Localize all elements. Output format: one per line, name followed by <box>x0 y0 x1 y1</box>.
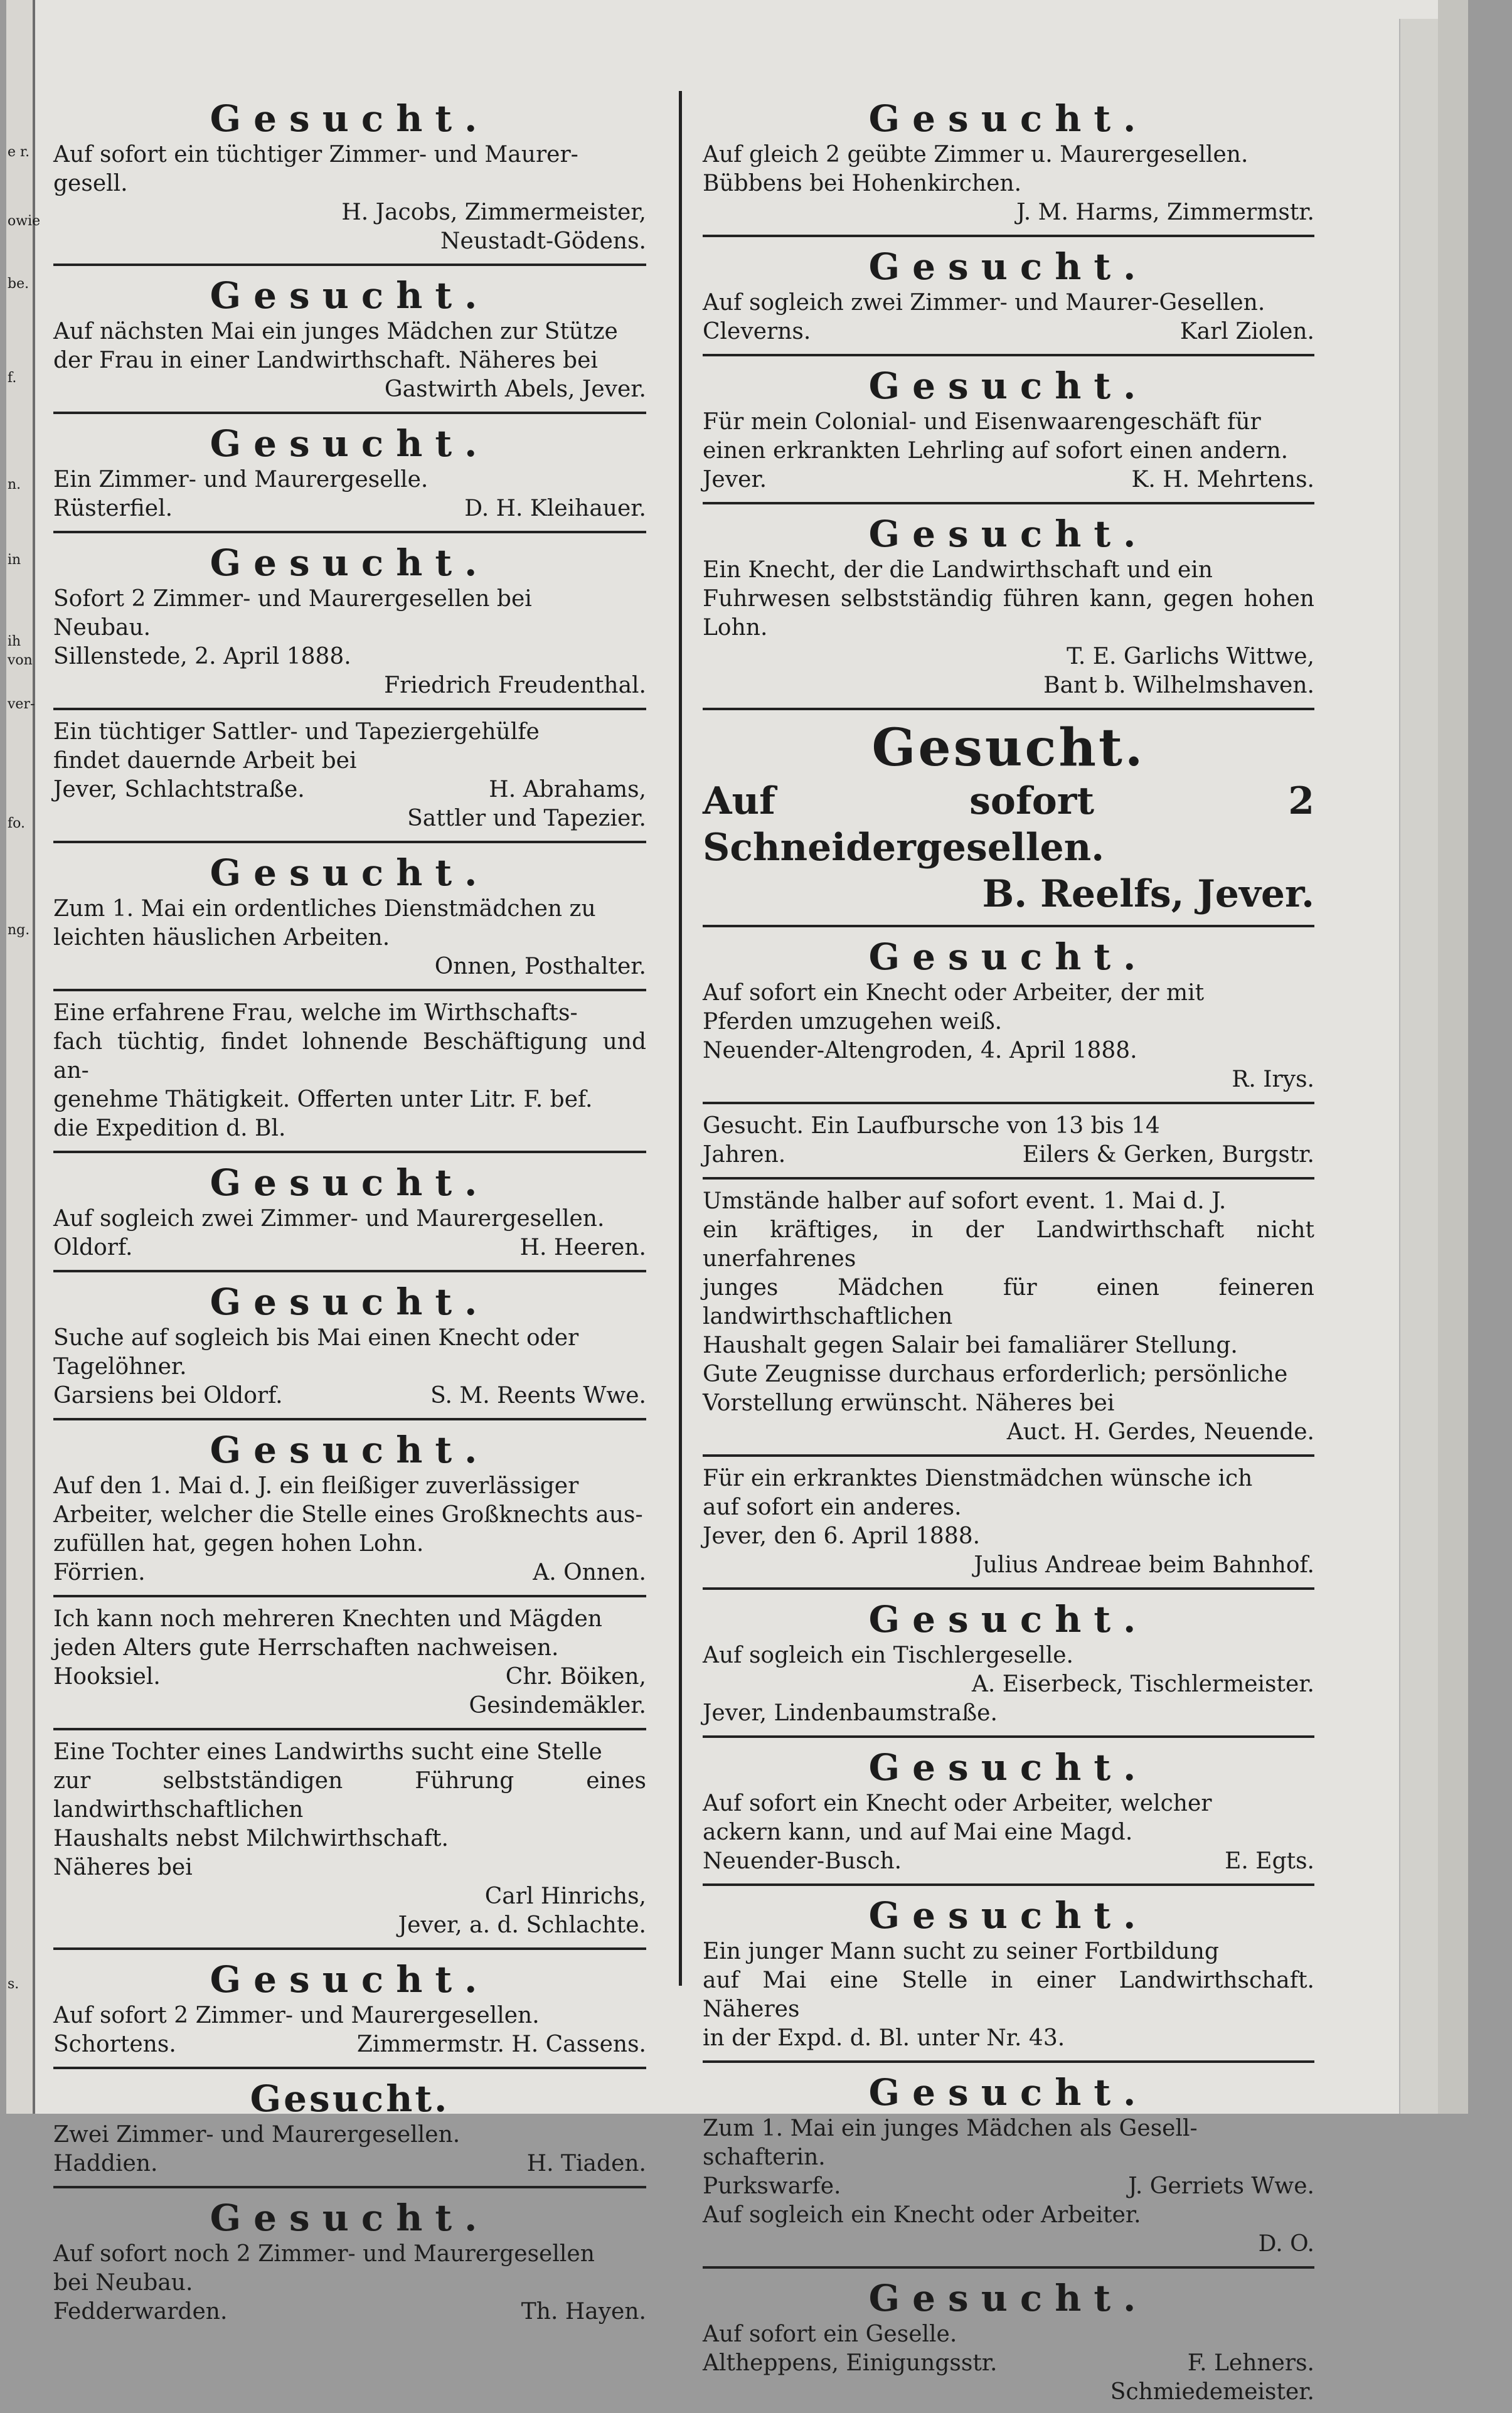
strip-fragment: owie <box>8 213 41 229</box>
ad-text-line: Suche auf sogleich bis Mai einen Knecht oder <box>53 1325 579 1351</box>
ad-text-line: Fuhrwesen selbstständig führen kann, gegen hohen Lohn. <box>703 586 1314 641</box>
ad-advertiser: F. Lehners. <box>1187 2350 1314 2376</box>
ad-text-line: Vorstellung erwünscht. Näheres bei <box>703 1390 1115 1416</box>
ad-separator <box>53 1947 646 1950</box>
ad-signature-row <box>53 1233 646 1262</box>
ad-text-line: Ein Zimmer- und Maurergeselle. <box>53 467 429 493</box>
classified-ad <box>703 2068 1314 2265</box>
ad-signature: Jever, a. d. Schlachte. <box>398 1912 646 1938</box>
ad-heading: Gesucht. <box>868 97 1149 140</box>
classified-ad <box>53 1425 646 1594</box>
ad-signature-row <box>53 775 646 804</box>
classified-ad <box>703 1891 1314 2059</box>
ad-location: Rüsterfiel. <box>53 496 173 521</box>
column-divider <box>679 91 682 1986</box>
ad-heading: Gesucht. <box>210 422 490 465</box>
ad-separator <box>703 1102 1314 1104</box>
ad-location: Fedderwarden. <box>53 2299 228 2325</box>
ad-separator <box>703 708 1314 710</box>
classified-ad <box>53 715 646 839</box>
ad-text-line: zufüllen hat, gegen hohen Lohn. <box>53 1531 424 1557</box>
ad-heading: Gesucht. <box>868 513 1149 555</box>
ad-text-line: Auf sofort ein tüchtiger Zimmer- und Maurer- <box>53 142 578 168</box>
classified-ad <box>703 361 1314 501</box>
ad-advertiser: Chr. Böiken, <box>505 1664 646 1690</box>
ad-signature-row <box>703 1847 1314 1876</box>
ad-text-line: Auf sofort ein Knecht oder Arbeiter, welcher <box>703 1791 1212 1816</box>
ad-advertiser: Zimmermstr. H. Cassens. <box>356 2032 646 2057</box>
ad-advertiser: H. Tiaden. <box>526 2151 646 2176</box>
ad-signature: Gastwirth Abels, Jever. <box>384 376 646 402</box>
ad-text-line: Für ein erkranktes Dienstmädchen wünsche ich <box>703 1466 1253 1491</box>
ad-separator <box>53 412 646 414</box>
ad-text-line: Arbeiter, welcher die Stelle eines Großknechts aus- <box>53 1502 643 1528</box>
ad-advertiser: Karl Ziolen. <box>1179 319 1314 344</box>
ad-text-line: Näheres bei <box>53 1855 193 1880</box>
ad-signature: Bant b. Wilhelmshaven. <box>1043 673 1314 698</box>
ad-advertiser: H. Heeren. <box>519 1235 646 1260</box>
classified-ad <box>53 538 646 706</box>
ad-text-line: Neubau. <box>53 615 151 641</box>
ad-signature: H. Jacobs, Zimmermeister, <box>341 200 646 225</box>
ad-text-line: Haushalts nebst Milchwirthschaft. <box>53 1826 449 1851</box>
ad-location: Altheppens, Einigungsstr. <box>703 2350 998 2376</box>
ad-text-line: Auf sogleich zwei Zimmer- und Maurergesellen. <box>53 1206 605 1232</box>
page-edge-outer <box>1438 0 1468 2114</box>
classified-ad <box>53 2193 646 2333</box>
ad-location: Garsiens bei Oldorf. <box>53 1383 283 1409</box>
ad-text-line: Auf sogleich zwei Zimmer- und Maurer-Gesellen. <box>703 290 1265 316</box>
ad-signature-row <box>53 1558 646 1587</box>
newspaper-page <box>6 0 1468 2405</box>
classified-ad <box>703 715 1314 924</box>
classified-ad <box>703 94 1314 233</box>
ad-text-line: findet dauernde Arbeit bei <box>53 748 357 774</box>
ad-heading: Gesucht. <box>210 2197 490 2239</box>
ad-text-line: Gesucht. Ein Laufbursche von 13 bis 14 <box>703 1113 1160 1139</box>
ad-advertiser: J. Gerriets Wwe. <box>1128 2173 1314 2199</box>
ad-separator <box>53 1270 646 1272</box>
ad-text-line: junges Mädchen für einen feineren landwirthschaftlichen <box>703 1275 1314 1329</box>
strip-fragment: ng. <box>8 922 30 938</box>
ad-text-line: Neuender-Altengroden, 4. April 1888. <box>703 1038 1137 1063</box>
ad-text-line: Sofort 2 Zimmer- und Maurergesellen bei <box>53 586 532 612</box>
ad-separator <box>53 2067 646 2069</box>
classified-ad <box>703 2274 1314 2413</box>
adjacent-page-strip <box>6 0 41 2114</box>
strip-fragment: s. <box>8 1976 19 1992</box>
classified-ad <box>53 1277 646 1417</box>
ad-text-line: Jever, den 6. April 1888. <box>703 1523 981 1549</box>
strip-fragment: ver- <box>8 696 35 712</box>
ad-location: Neuender-Busch. <box>703 1848 902 1874</box>
ad-signature-row <box>53 1663 646 1691</box>
ad-separator <box>53 1595 646 1597</box>
ad-heading: Gesucht. <box>868 245 1149 288</box>
ad-text-line: einen erkrankten Lehrling auf sofort einen andern. <box>703 438 1289 464</box>
ad-text-line: Auf sofort 2 Schneidergesellen. <box>703 779 1314 870</box>
ad-text-line: Auf sofort ein Geselle. <box>703 2321 957 2347</box>
ad-separator <box>703 1883 1314 1886</box>
ad-text-line: Tagelöhner. <box>53 1354 187 1380</box>
ad-text-line: Ein tüchtiger Sattler- und Tapeziergehülfe <box>53 719 540 745</box>
ad-advertiser: D. H. Kleihauer. <box>464 496 646 521</box>
classified-ad <box>53 2074 646 2185</box>
ad-heading: Gesucht. <box>210 851 490 894</box>
classified-ad <box>703 932 1314 1100</box>
ad-text-line: Auf sofort ein Knecht oder Arbeiter, der mit <box>703 980 1205 1006</box>
ad-text-line: genehme Thätigkeit. Offerten unter Litr. F. bef. <box>53 1087 593 1112</box>
ad-heading: Gesucht. <box>210 97 490 140</box>
ad-location: Jahren. <box>703 1142 786 1168</box>
ad-separator <box>703 2060 1314 2063</box>
ad-advertiser: K. H. Mehrtens. <box>1131 467 1314 493</box>
strip-fragment: n. <box>8 477 21 493</box>
classified-ad <box>703 1109 1314 1176</box>
ad-separator <box>53 1728 646 1730</box>
ad-text-line: Auf nächsten Mai ein junges Mädchen zur Stütze <box>53 319 618 344</box>
ad-heading: Gesucht. <box>210 1429 490 1471</box>
page-edge <box>1399 19 1439 2114</box>
ad-text-line: in der Expd. d. Bl. unter Nr. 43. <box>703 2025 1065 2051</box>
ad-text-line: Zum 1. Mai ein junges Mädchen als Gesell- <box>703 2116 1198 2141</box>
ad-signature: Friedrich Freudenthal. <box>384 673 646 698</box>
ad-text-line: auf sofort ein anderes. <box>703 1494 962 1520</box>
ad-signature: Gesindemäkler. <box>469 1693 646 1718</box>
ad-signature: Onnen, Posthalter. <box>434 954 646 979</box>
ad-text-line: jeden Alters gute Herrschaften nachweisen. <box>53 1635 559 1661</box>
ad-signature-row <box>53 494 646 523</box>
classified-ad <box>53 1735 646 1946</box>
ad-separator <box>703 502 1314 504</box>
ad-text-line: Ein Knecht, der die Landwirthschaft und ein <box>703 557 1213 583</box>
strip-fragment: von <box>8 653 33 668</box>
ad-text-line: Auf den 1. Mai d. J. ein fleißiger zuverlässiger <box>53 1473 579 1499</box>
classified-ad <box>53 1602 646 1727</box>
ad-heading: Gesucht. <box>868 2277 1149 2320</box>
ad-text-line: Bübbens bei Hohenkirchen. <box>703 171 1022 196</box>
ad-signature: T. E. Garlichs Wittwe, <box>1067 644 1314 669</box>
ad-separator <box>703 925 1314 927</box>
classified-ad <box>703 509 1314 706</box>
ad-heading: Gesucht. <box>250 2077 450 2120</box>
ad-location: Jever. <box>703 467 767 493</box>
classified-ad <box>703 242 1314 353</box>
ad-signature-row <box>53 2298 646 2326</box>
ad-signature: Auct. H. Gerdes, Neuende. <box>1006 1419 1314 1445</box>
ad-text-line: gesell. <box>53 171 128 196</box>
ad-signature-row <box>53 2030 646 2059</box>
ad-separator <box>703 1177 1314 1180</box>
ad-separator <box>703 354 1314 356</box>
ad-text-line: Gute Zeugnisse durchaus erforderlich; persönliche <box>703 1361 1288 1387</box>
ad-signature: D. O. <box>1258 2231 1314 2257</box>
ad-separator <box>53 264 646 266</box>
ad-advertiser: Th. Hayen. <box>521 2299 646 2325</box>
ad-text-line: zur selbstständigen Führung eines landwirthschaftlichen <box>53 1768 646 1823</box>
ad-signature: J. M. Harms, Zimmermstr. <box>1016 200 1314 225</box>
ad-text-line: leichten häuslichen Arbeiten. <box>53 925 390 951</box>
ad-heading: Gesucht. <box>210 1161 490 1204</box>
ad-text-line: fach tüchtig, findet lohnende Beschäftigung und an- <box>53 1029 646 1084</box>
classified-ad <box>53 1955 646 2065</box>
ad-signature: Julius Andreae beim Bahnhof. <box>974 1552 1314 1578</box>
ad-text-line: auf Mai eine Stelle in einer Landwirthschaft. Näheres <box>703 1968 1314 2022</box>
ad-location: Haddien. <box>53 2151 158 2176</box>
ad-signature-row <box>703 2349 1314 2378</box>
classified-ad <box>703 1743 1314 1882</box>
ad-separator <box>53 2186 646 2188</box>
strip-fragment: in <box>8 552 21 568</box>
ad-text-line: Eine erfahrene Frau, welche im Wirthschafts- <box>53 1000 578 1026</box>
ad-location: Förrien. <box>53 1560 146 1585</box>
ad-heading: Gesucht. <box>210 1958 490 2001</box>
ad-advertiser: Eilers & Gerken, Burgstr. <box>1022 1142 1314 1168</box>
ad-signature: Schmiedemeister. <box>1110 2379 1314 2405</box>
left-column <box>53 94 646 2333</box>
ad-text-line: Auf sofort noch 2 Zimmer- und Maurergesellen <box>53 2241 595 2267</box>
classified-ad <box>53 271 646 410</box>
classified-ad <box>703 1462 1314 1586</box>
ad-heading: Gesucht. <box>210 1281 490 1323</box>
ad-advertiser: S. M. Reents Wwe. <box>430 1383 646 1409</box>
ad-signature: Jever, Lindenbaumstraße. <box>703 1700 998 1726</box>
ad-separator <box>53 531 646 533</box>
ad-text-line: Pferden umzugehen weiß. <box>703 1009 1003 1035</box>
ad-text-line: Ich kann noch mehreren Knechten und Mägden <box>53 1606 602 1632</box>
ad-location: Cleverns. <box>703 319 811 344</box>
ad-heading: Gesucht. <box>868 1598 1149 1641</box>
ad-text-line: Auf sofort 2 Zimmer- und Maurergesellen. <box>53 2003 540 2028</box>
ad-text-line: ein kräftiges, in der Landwirthschaft nicht unerfahrenes <box>703 1217 1314 1272</box>
ad-text-line: Zum 1. Mai ein ordentliches Dienstmädchen zu <box>53 896 596 922</box>
ad-separator <box>703 1587 1314 1590</box>
ad-text-line: schafterin. <box>703 2144 826 2170</box>
ad-signature-row <box>703 1141 1314 1169</box>
ad-signature: B. Reelfs, Jever. <box>982 872 1314 916</box>
ad-text-line: Zwei Zimmer- und Maurergesellen. <box>53 2122 461 2148</box>
ad-location: Hooksiel. <box>53 1664 161 1690</box>
ad-signature-row <box>53 1382 646 1410</box>
strip-fragment: fo. <box>8 816 25 831</box>
ad-separator <box>703 1735 1314 1738</box>
ad-separator <box>53 989 646 991</box>
classified-ad <box>53 419 646 530</box>
classified-ad <box>53 1158 646 1269</box>
ad-advertiser: E. Egts. <box>1225 1848 1314 1874</box>
ad-heading: Gesucht. <box>871 718 1146 778</box>
ad-location: Oldorf. <box>53 1235 133 1260</box>
ad-separator <box>703 235 1314 237</box>
ad-heading: Gesucht. <box>210 541 490 584</box>
ad-location: Schortens. <box>53 2032 176 2057</box>
ad-text-line: die Expedition d. Bl. <box>53 1116 286 1141</box>
ad-location: Purkswarfe. <box>703 2173 841 2199</box>
ad-heading: Gesucht. <box>868 935 1149 978</box>
strip-fragment: e r. <box>8 144 30 160</box>
ad-heading: Gesucht. <box>868 1746 1149 1789</box>
ad-heading: Gesucht. <box>868 1894 1149 1937</box>
ad-separator <box>53 708 646 710</box>
classified-ad <box>703 1185 1314 1453</box>
ad-text-line: der Frau in einer Landwirthschaft. Näheres bei <box>53 348 598 373</box>
ad-signature-row <box>53 2149 646 2178</box>
ad-signature: R. Irys. <box>1232 1067 1314 1092</box>
strip-fragment: f. <box>8 370 17 386</box>
ad-text-line: Auf gleich 2 geübte Zimmer u. Maurergesellen. <box>703 142 1248 168</box>
ad-signature: Sattler und Tapezier. <box>407 806 646 831</box>
ad-text-line: ackern kann, und auf Mai eine Magd. <box>703 1819 1133 1845</box>
ad-text-line: Ein junger Mann sucht zu seiner Fortbildung <box>703 1939 1219 1964</box>
ad-heading: Gesucht. <box>868 365 1149 407</box>
ad-signature-row <box>703 317 1314 346</box>
ad-text-line: Für mein Colonial- und Eisenwaarengeschäft für <box>703 409 1261 435</box>
ad-signature: A. Eiserbeck, Tischlermeister. <box>971 1671 1314 1697</box>
ad-heading: Gesucht. <box>868 2071 1149 2114</box>
ad-heading: Gesucht. <box>210 274 490 317</box>
ad-location: Jever, Schlachtstraße. <box>53 777 305 802</box>
ad-text-line: Haushalt gegen Salair bei famaliärer Stellung. <box>703 1333 1238 1358</box>
classified-ad <box>53 996 646 1149</box>
ad-text-line: Eine Tochter eines Landwirths sucht eine Stelle <box>53 1739 602 1765</box>
classified-ad <box>53 848 646 988</box>
ad-text-line: Auf sogleich ein Knecht oder Arbeiter. <box>703 2202 1141 2228</box>
classified-ad <box>53 94 646 262</box>
ad-text-line: Auf sogleich ein Tischlergeselle. <box>703 1643 1073 1668</box>
strip-fragment: be. <box>8 276 29 292</box>
ad-advertiser: H. Abrahams, <box>489 777 646 802</box>
ad-text-line: Umstände halber auf sofort event. 1. Mai d. J. <box>703 1188 1227 1214</box>
classified-ad <box>703 1595 1314 1734</box>
ad-text-line: Sillenstede, 2. April 1888. <box>53 644 351 669</box>
ad-separator <box>53 841 646 843</box>
ad-signature: Neustadt-Gödens. <box>440 228 646 254</box>
ad-text-line: bei Neubau. <box>53 2270 193 2296</box>
ad-signature-row <box>703 466 1314 494</box>
ad-signature-row <box>703 2172 1314 2201</box>
right-column <box>703 94 1314 2413</box>
ad-separator <box>53 1151 646 1153</box>
ad-separator <box>703 2266 1314 2269</box>
ad-advertiser: A. Onnen. <box>533 1560 646 1585</box>
ad-separator <box>703 1454 1314 1457</box>
ad-signature: Carl Hinrichs, <box>484 1883 646 1909</box>
ad-separator <box>53 1418 646 1420</box>
strip-fragment: ih <box>8 634 21 649</box>
